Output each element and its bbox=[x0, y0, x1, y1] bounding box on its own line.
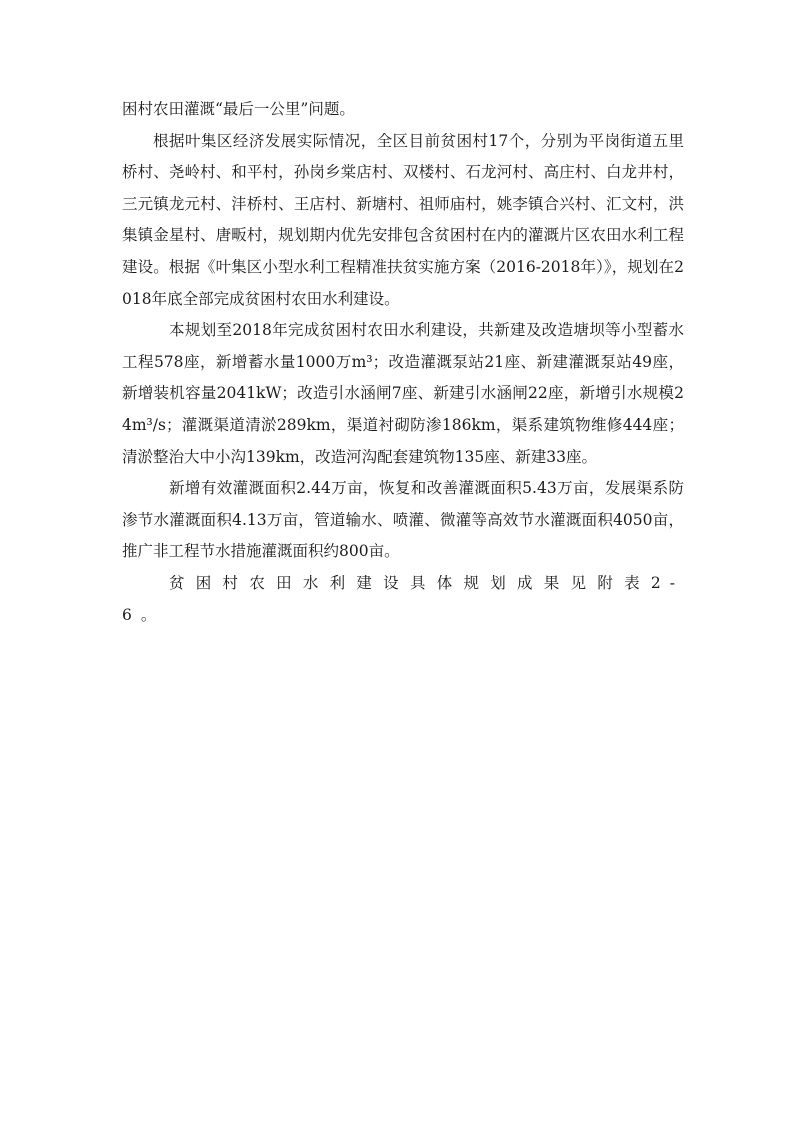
paragraph-irrigation-area: 新增有效灌溉面积2.44万亩，恢复和改善灌溉面积5.43万亩，发展渠系防渗节水灌溉面积4.13万亩，管道输水、喷灌、微灌等高效节水灌溉面积4050亩，推广非工程节水措施灌溉面积约800亩。 bbox=[122, 479, 684, 561]
paragraph-continuation: 困村农田灌溉“最后一公里”问题。 bbox=[122, 100, 355, 118]
paragraph-construction-plan: 本规划至2018年完成贫困村农田水利建设，共新建及改造塘坝等小型蓄水工程578座，新增蓄水量1000万m³；改造灌溉泵站21座、新建灌溉泵站49座，新增装机容量2041kW；改造引水涵闸7座、新建引水涵闸22座，新增引水规模24m³/s；灌溉渠道清淤289km，渠道衬砌防渗186km，渠系建筑物维修444座；清淤整治大中小沟139km，改造河沟配套建筑物135座、新建33座。 bbox=[122, 321, 684, 466]
paragraph-appendix-reference: 贫困村农田水利建设具体规划成果见附表2-6。 bbox=[122, 573, 684, 624]
document-body bbox=[122, 94, 684, 631]
paragraph-poverty-villages: 根据叶集区经济发展实际情况，全区目前贫困村17个，分别为平岗街道五里桥村、尧岭村、和平村，孙岗乡棠店村、双楼村、石龙河村、高庄村、白龙井村，三元镇龙元村、沣桥村、王店村、新塘村、祖师庙村，姚李镇合兴村、汇文村，洪集镇金星村、唐畈村，规划期内优先安排包含贫困村在内的灌溉片区农田水利工程建设。根据《叶集区小型水利工程精准扶贫实施方案（2016-2018年）》，规划在2018年底全部完成贫困村农田水利建设。 bbox=[122, 131, 684, 308]
